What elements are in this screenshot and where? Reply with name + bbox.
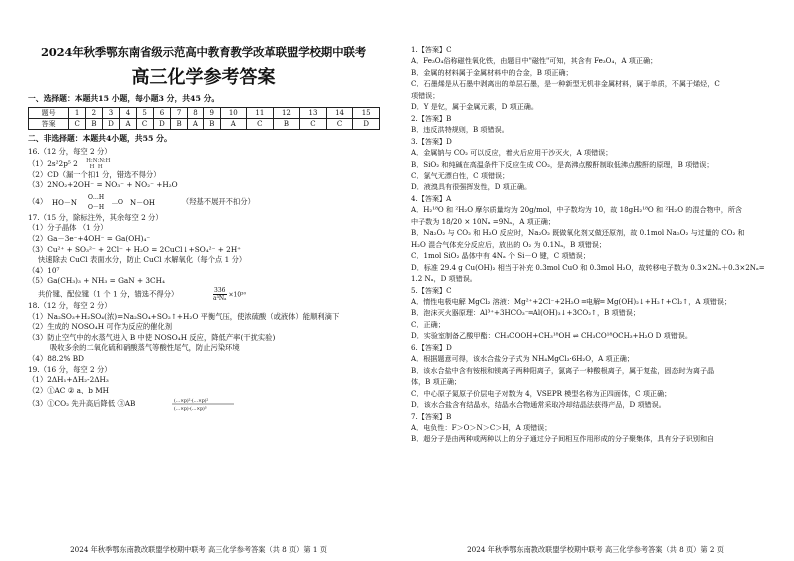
question-number-cell: 14 [326, 108, 353, 119]
svg-text:O…H: O…H [87, 193, 104, 201]
explanation-line: 体，B 项正确； [411, 377, 462, 387]
explanation-line: A．惰性电极电解 MgCl₂ 溶液：Mg²⁺+2Cl⁻+2H₂O ═电解═ Mg(OH)₂↓+H₂↑+Cl₂↑，A 项错误； [411, 296, 732, 306]
density-formula-exponent: ×10³⁰ [228, 291, 246, 299]
kp-expression-figure [168, 396, 238, 412]
answer-cell: C [326, 119, 353, 130]
explanation-line: B．金属的材料属于金属材料中的合金，B 项正确； [411, 67, 573, 77]
question-number-cell: 2 [86, 108, 102, 119]
q19-2-answer: （2）①AC ② a、b MH [28, 385, 110, 395]
svg-text:HO－N: HO－N [51, 198, 77, 207]
explanation-line: 项错误； [411, 90, 440, 100]
question-number-cell: 10 [220, 108, 247, 119]
answer-page-2 [397, 0, 794, 561]
answer-heading: 1.【答案】C [411, 45, 452, 54]
answer-heading: 7.【答案】B [411, 411, 452, 421]
question-number-cell: 6 [153, 108, 171, 119]
q18-2-answer: （2）生成的 NOSO₄H 可作为反应的催化剂 [28, 322, 173, 332]
exam-title: 2024年秋季鄂东南省级示范高中教育教学改革联盟学校期中联考 [40, 45, 366, 59]
q16-heading: 16.（12 分，每空 2 分） [28, 147, 112, 156]
q16-4-answer [28, 191, 379, 213]
explanation-line: 中子数为 18/20 × 10Nₐ =9Nₐ，A 项正确； [411, 216, 555, 226]
answer-cell: A [187, 119, 203, 130]
density-formula-numerator: 336 [214, 286, 226, 294]
q18-3-note: 吸收多余的二氧化硫和硝酸蒸气等酸性尾气，防止污染环境 [50, 343, 240, 353]
explanation-line: D．标准 29.4 g Cu(OH)₂ 相当于补充 0.3mol CuO 和 0.3mol H₂O，故转移电子数为 0.3×2Nₐ＋0.3×2Nₐ= [411, 262, 765, 272]
answer-heading: 4.【答案】A [411, 193, 452, 203]
explanation-line: C．中心原子氮原子价层电子对数为 4，VSEPR 模型名称为正四面体，C 项正确； [411, 388, 672, 398]
answer-heading: 2.【答案】B [411, 113, 452, 123]
q18-3-answer: （3）防止空气中的水蒸气进入 B 中使 NOSO₄H 反应，降低产率(干扰实验) [28, 332, 276, 342]
lewis-structure-figure: H:N:N:H H H [86, 157, 111, 170]
q17-heading: 17.（15 分，除标注外，其余每空 2 分） [28, 212, 163, 222]
explanation-line: B．该水合盐中含有铵根和镁离子两种阳离子，氯离子一种酸根离子，属于复盐，固态时为离子晶 [411, 365, 715, 375]
q19-1-answer: （1）2ΔH₁+ΔH₂-2ΔH₃ [28, 375, 109, 385]
q17-4-answer: （4）10⁷ [28, 265, 60, 275]
answer-cell: C [247, 119, 274, 130]
explanation-line: 1.2 Nₐ，D 项错误。 [411, 274, 477, 284]
q18-1-answer: （1）Na₂SO₃+H₂SO₄(浓)=Na₂SO₄+SO₂↑+H₂O 平衡气压，使浓硫酸（或液体）能顺利滴下 [28, 311, 340, 321]
density-formula-denominator: a³Nₐ [212, 294, 227, 301]
q17-3-answer: （3）Cu²⁺ + SO₃²⁻ + 2Cl⁻ + H₂O = 2CuCl↓+SO₄²⁻ + 2H⁺ [28, 244, 242, 254]
page-title: 高三化学参考答案 [131, 67, 276, 88]
svg-text:(…×p)·(…×p)³: (…×p)·(…×p)³ [174, 407, 207, 413]
answer-table-row-header: 题号 [29, 108, 69, 119]
svg-text:…O: …O [111, 198, 123, 206]
answer-cell: A [120, 119, 136, 130]
q16-2-answer: （2）CD（漏一个扣1 分，错选不得分） [28, 169, 161, 179]
density-formula [213, 287, 227, 301]
section-choice-heading: 一、选择题：本题共15 小题，每小题3 分，共45 分。 [28, 94, 220, 103]
question-number-cell: 7 [171, 108, 187, 119]
answer-cell: D [102, 119, 120, 130]
question-number-cell: 9 [204, 108, 220, 119]
q18-4-answer: （4）88.2% BD [28, 353, 84, 363]
explanation-line: C．正确； [411, 319, 445, 329]
explanation-line: D．该水合盐含有结晶水，结晶水合物通常采取冷却结晶法获得产品，D 项错误。 [411, 400, 666, 410]
answer-cell: D [153, 119, 171, 130]
explanation-line: A．电负性：F＞O＞N＞C＞H，A 项错误； [411, 422, 552, 432]
question-number-cell: 8 [187, 108, 203, 119]
answer-table-number-row [29, 108, 380, 119]
question-number-cell: 11 [247, 108, 274, 119]
q18-heading: 18.（12 分，每空 2 分） [28, 300, 112, 310]
explanation-line: B．SiO₂ 和纯碱在高温条件下反应生成 CO₂，是高沸点酸酐制取低沸点酸酐的原理，B 项错误； [411, 159, 714, 169]
q17-1-answer: （1）分子晶体 （1 分） [28, 223, 108, 233]
explanation-line: H₂O 混合气体充分反应后，放出的 O₂ 为 0.1Nₐ，B 项错误； [411, 239, 606, 249]
answer-heading: 5.【答案】C [411, 285, 452, 295]
explanation-line: A．金属钠与 CO₂ 可以反应，着火后应用干沙灭火，A 项错误； [411, 148, 613, 158]
svg-text:(…×p)²·(…×p)²: (…×p)²·(…×p)² [174, 399, 209, 405]
answer-cell: B [273, 119, 300, 130]
answer-cell: C [136, 119, 153, 130]
explanation-line: A．H₂¹⁸O 和 ²H₂O 摩尔质量均为 20g/mol，中子数均为 10，故 18gH₂¹⁸O 和 ²H₂O 的混合物中，所含 [411, 205, 743, 215]
explanation-line: A．Fe₃O₄俗称磁性氧化铁，由题目中"磁性"可知，其含有 Fe₃O₄，A 项正确； [411, 56, 658, 66]
explanation-line: B．泡沫灭火器原理：Al³⁺+3HCO₃⁻═Al(OH)₃↓+3CO₂↑，B 项错误； [411, 308, 640, 318]
q19-3-text: （3）①CO₂ 先升高后降低 ③AB [28, 399, 136, 409]
answer-heading: 3.【答案】D [411, 136, 452, 146]
answer-cell: B [204, 119, 220, 130]
explanation-line: D．Y 是钇，属于金属元素，D 项正确。 [411, 102, 538, 112]
question-number-cell: 5 [136, 108, 153, 119]
q17-3-note: 快速除去 CuCl 表面水分，防止 CuCl 水解氧化（每个点 1 分） [38, 255, 247, 265]
explanation-line: B．违反洪特规则，B 项错误。 [411, 125, 509, 135]
question-number-cell: 13 [300, 108, 327, 119]
svg-text:O－H: O－H [87, 203, 104, 211]
page-footer: 2024 年秋季鄂东南教改联盟学校期中联考 高三化学参考答案（共 8 页）第 2 页 [467, 545, 724, 554]
answer-heading: 6.【答案】D [411, 342, 452, 352]
answer-table [28, 107, 380, 130]
q19-3-answer [28, 396, 379, 412]
explanation-line: D．实验室制备乙酸甲酯：CH₃COOH+CH₃¹⁸OH ⇌ CH₃CO¹⁸OCH₃+H₂O D 项错误。 [411, 331, 692, 341]
q19-heading: 19.（16 分，每空 2 分） [28, 364, 112, 374]
question-number-cell: 3 [102, 108, 120, 119]
explanation-line: A．根据题意可得，该水合盐分子式为 NH₄MgCl₃·6H₂O，A 项正确； [411, 354, 634, 364]
q16-4-note: （羟基不展开不扣分） [181, 196, 255, 206]
q16-1-text: （1）2s²2p⁵ 2 [28, 158, 78, 168]
answer-cell: C [300, 119, 327, 130]
svg-text:N－OH: N－OH [129, 198, 155, 207]
question-number-cell: 15 [353, 108, 380, 119]
answer-cell: B [86, 119, 102, 130]
explanation-line: D．液溴具有很强挥发性，D 项正确。 [411, 182, 532, 192]
q17-5-answer: （5）Ga(CH₃)₃ + NH₃ = GaN + 3CH₄ [28, 276, 165, 286]
q16-4-label: （4） [28, 196, 48, 206]
answer-cell: C [69, 119, 86, 130]
answer-table-answer-row [29, 119, 380, 130]
explanation-line: B．超分子是由两种或两种以上的分子通过分子间相互作用形成的分子聚集体，具有分子识别和自 [411, 434, 715, 444]
answer-table-row-header: 答案 [29, 119, 69, 130]
answer-explanations [411, 44, 774, 445]
explanation-line: B．Na₂O₂ 与 CO₂ 和 H₂O 反应时，Na₂O₂ 既做氧化剂又做还原剂，故 0.1mol Na₂O₂ 与过量的 CO₂ 和 [411, 228, 745, 238]
hydrogen-bond-structure-figure [50, 192, 180, 212]
section-free-response-heading: 二、非选择题：本题共4小题，共55 分。 [28, 134, 172, 143]
q17-2-answer: （2）Ga－3e⁻+4OH⁻ = Ga(OH)₄⁻ [28, 233, 151, 243]
answer-cell: D [353, 119, 380, 130]
answer-cell: B [171, 119, 187, 130]
explanation-line: C．1mol SiO₂ 晶体中有 4Nₐ 个 Si－O 键，C 项错误； [411, 251, 590, 261]
q17-5-note [28, 287, 379, 301]
explanation-line: C．石墨烯是从石墨中剥离出的单层石墨，是一种新型无机非金属材料，属于单质，不属于烯烃，C [411, 79, 720, 89]
q17-5-note-text: 共价键、配位键（1 个 1 分，错选不得分） [38, 289, 179, 299]
question-number-cell: 12 [273, 108, 300, 119]
answer-cell: A [220, 119, 247, 130]
question-number-cell: 4 [120, 108, 136, 119]
page-footer: 2024 年秋季鄂东南教改联盟学校期中联考 高三化学参考答案（共 8 页）第 1 页 [70, 545, 327, 554]
question-number-cell: 1 [69, 108, 86, 119]
explanation-line: C．氯气无漂白性，C 项错误； [411, 170, 510, 180]
q16-3-answer: （3）2NO₂+2OH⁻ = NO₃⁻ + NO₂⁻ +H₂O [28, 180, 178, 190]
q16-1-answer [28, 158, 379, 170]
